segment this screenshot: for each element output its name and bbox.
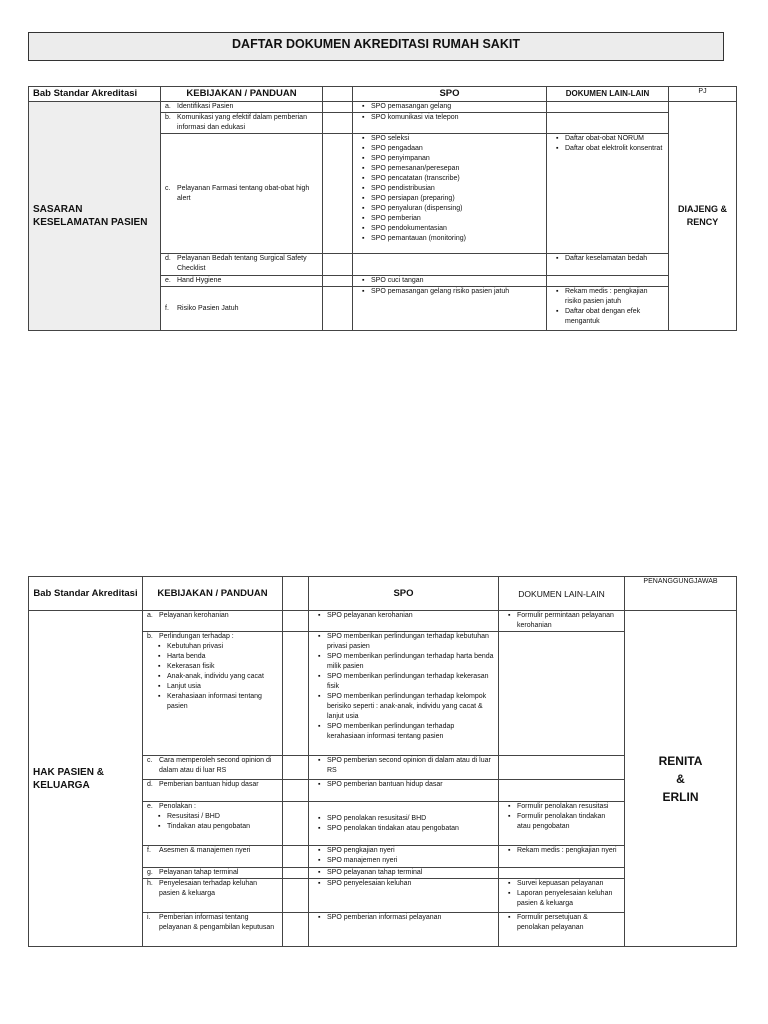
kebijakan-item: [147, 780, 278, 790]
spo-list: [313, 879, 494, 889]
kebijakan-text: Pelayanan tahap terminal: [159, 869, 239, 876]
item-letter: f.: [147, 847, 151, 854]
sub-point-list: [147, 642, 278, 712]
dokumen-item: ▪ Formulir persetujuan & penolakan pelayanan: [517, 913, 620, 933]
dokumen-cell: [499, 611, 625, 632]
spo-cell: [353, 254, 547, 276]
spo-cell: [309, 846, 499, 868]
document-title: DAFTAR DOKUMEN AKREDITASI RUMAH SAKIT: [28, 32, 724, 61]
spo-item: ▪ SPO pemesanan/peresepan: [371, 164, 542, 174]
spo-list: [313, 756, 494, 776]
dokumen-item: ▪ Daftar keselamatan bedah: [565, 254, 664, 264]
kebijakan-cell: [161, 276, 323, 287]
dokumen-item: ▪ Daftar obat-obat NORUM: [565, 134, 664, 144]
spo-item: ▪ SPO pelayanan kerohanian: [327, 611, 494, 621]
blank-cell: [323, 287, 353, 331]
blank-cell: [323, 113, 353, 134]
dokumen-cell: [547, 134, 669, 254]
kebijakan-item: [165, 102, 318, 112]
item-letter: c.: [165, 184, 171, 192]
dokumen-list: [503, 913, 620, 933]
kebijakan-item: [147, 879, 278, 899]
spo-item: ▪ SPO pencatatan (transcribe): [371, 174, 542, 184]
kebijakan-item: [165, 254, 318, 274]
kebijakan-cell: [143, 879, 283, 913]
blank-cell: [283, 780, 309, 802]
sub-point-list: [147, 812, 278, 832]
kebijakan-item: [147, 846, 278, 856]
dokumen-cell: [547, 113, 669, 134]
spo-cell: [309, 611, 499, 632]
spo-list: [313, 611, 494, 621]
spo-list: [357, 113, 542, 123]
blank-cell: [283, 756, 309, 780]
spo-item: ▪ SPO persiapan (preparing): [371, 194, 542, 204]
dokumen-list: [503, 846, 620, 856]
kebijakan-item: [147, 756, 278, 776]
kebijakan-cell: [143, 756, 283, 780]
dokumen-list: [551, 134, 664, 154]
spo-list: [357, 287, 542, 297]
dokumen-list: [503, 611, 620, 631]
kebijakan-text: Pemberian bantuan hidup dasar: [159, 781, 259, 788]
kebijakan-text: Pelayanan Bedah tentang Surgical Safety Checklist: [177, 255, 307, 272]
dokumen-cell: [547, 287, 669, 331]
header-blank: [323, 87, 353, 102]
kebijakan-cell: [143, 632, 283, 756]
table-row: [29, 102, 737, 113]
spo-item: ▪ SPO pendistribusian: [371, 184, 542, 194]
spo-item: ▪ SPO seleksi: [371, 134, 542, 144]
bab-cell: HAK PASIEN & KELUARGA: [29, 611, 143, 947]
dokumen-cell: [547, 254, 669, 276]
kebijakan-text: Risiko Pasien Jatuh: [177, 304, 239, 312]
pj-name: ERLIN: [662, 789, 699, 804]
kebijakan-text: Cara memperoleh second opinion di dalam atau di luar RS: [159, 757, 272, 774]
table-hak-pasien: [28, 576, 737, 947]
header-dokumen: DOKUMEN LAIN-LAIN: [547, 87, 669, 102]
item-letter: h.: [147, 880, 153, 887]
spo-cell: [309, 913, 499, 947]
spo-item: ▪ SPO pemasangan gelang: [371, 102, 542, 112]
blank-cell: [283, 879, 309, 913]
blank-cell: [283, 868, 309, 879]
kebijakan-text: Pemberian informasi tentang pelayanan & pengambilan keputusan: [159, 914, 275, 931]
dokumen-item: ▪ Daftar obat dengan efek mengantuk: [565, 307, 664, 327]
spo-cell: [353, 287, 547, 331]
spo-list: [357, 134, 542, 244]
spo-item: ▪ SPO memberikan perlindungan terhadap kerahasiaan informasi tentang pasien: [327, 722, 494, 742]
dokumen-cell: [499, 913, 625, 947]
spo-cell: [309, 756, 499, 780]
pj-cell: DIAJENG & RENCY: [669, 102, 737, 331]
dokumen-list: [503, 802, 620, 832]
kebijakan-item: [165, 184, 318, 204]
kebijakan-item: [147, 913, 278, 933]
dokumen-item: ▪ Formulir penolakan resusitasi: [517, 802, 620, 812]
spo-list: [313, 913, 494, 923]
dokumen-item: ▪ Formulir permintaan pelayanan kerohanian: [517, 611, 620, 631]
kebijakan-cell: [161, 113, 323, 134]
spo-cell: [309, 802, 499, 846]
sub-point-item: ▪ Resusitasi / BHD: [167, 812, 278, 822]
kebijakan-text: Penyelesaian terhadap keluhan pasien & keluarga: [159, 880, 258, 897]
dokumen-item: ▪ Daftar obat elektrolit konsentrat: [565, 144, 664, 154]
dokumen-cell: [547, 276, 669, 287]
blank-cell: [283, 846, 309, 868]
item-letter: d.: [147, 781, 153, 788]
spo-item: ▪ SPO penyaluran (dispensing): [371, 204, 542, 214]
spo-item: ▪ SPO manajemen nyeri: [327, 856, 494, 866]
dokumen-item: ▪ Rekam medis : pengkajian risiko pasien jatuh: [565, 287, 664, 307]
blank-cell: [323, 134, 353, 254]
bab-cell: SASARAN KESELAMATAN PASIEN: [29, 102, 161, 331]
kebijakan-item: [165, 276, 318, 286]
sub-point-item: ▪ Lanjut usia: [167, 682, 278, 692]
dokumen-item: ▪ Survei kepuasan pelayanan: [517, 879, 620, 889]
dokumen-cell: [547, 102, 669, 113]
sub-point-item: ▪ Kekerasan fisik: [167, 662, 278, 672]
spo-item: ▪ SPO penolakan resusitasi/ BHD: [327, 814, 494, 824]
blank-cell: [283, 611, 309, 632]
spo-cell: [309, 780, 499, 802]
spo-cell: [353, 102, 547, 113]
spo-cell: [309, 879, 499, 913]
kebijakan-text: Pelayanan kerohanian: [159, 612, 229, 619]
kebijakan-cell: [161, 254, 323, 276]
spo-item: ▪ SPO memberikan perlindungan terhadap kebutuhan privasi pasien: [327, 632, 494, 652]
blank-cell: [323, 102, 353, 113]
dokumen-item: ▪ Rekam medis : pengkajian nyeri: [517, 846, 620, 856]
spo-item: ▪ SPO memberikan perlindungan terhadap harta benda milik pasien: [327, 652, 494, 672]
dokumen-item: ▪ Formulir penolakan tindakan atau pengobatan: [517, 812, 620, 832]
sub-point-item: ▪ Kebutuhan privasi: [167, 642, 278, 652]
spo-list: [357, 102, 542, 112]
table-sasaran-keselamatan: [28, 86, 737, 331]
dokumen-cell: [499, 780, 625, 802]
header-spo: SPO: [309, 577, 499, 611]
header-pj: PJ: [669, 87, 737, 102]
spo-item: ▪ SPO pemasangan gelang risiko pasien jatuh: [371, 287, 542, 297]
dokumen-cell: [499, 802, 625, 846]
header-bab: Bab Standar Akreditasi: [29, 577, 143, 611]
spo-list: [313, 868, 494, 878]
spo-item: ▪ SPO pemberian second opinion di dalam atau di luar RS: [327, 756, 494, 776]
kebijakan-text: Asesmen & manajemen nyeri: [159, 847, 251, 854]
spo-item: ▪ SPO memberikan perlindungan terhadap kekerasan fisik: [327, 672, 494, 692]
spo-item: ▪ SPO pemantauan (monitoring): [371, 234, 542, 244]
kebijakan-item: [147, 632, 278, 642]
blank-cell: [323, 276, 353, 287]
spo-item: ▪ SPO pengadaan: [371, 144, 542, 154]
kebijakan-item: [147, 802, 278, 812]
kebijakan-cell: [143, 780, 283, 802]
dokumen-cell: [499, 846, 625, 868]
item-letter: a.: [165, 103, 171, 110]
header-kebijakan: KEBIJAKAN / PANDUAN: [143, 577, 283, 611]
kebijakan-cell: [161, 134, 323, 254]
dokumen-list: [551, 287, 664, 327]
spo-item: ▪ SPO komunikasi via telepon: [371, 113, 542, 123]
spo-cell: [309, 632, 499, 756]
pj-name: &: [676, 771, 685, 786]
item-letter: d.: [165, 255, 171, 262]
spo-item: ▪ SPO penolakan tindakan atau pengobatan: [327, 824, 494, 834]
kebijakan-cell: [143, 846, 283, 868]
kebijakan-cell: [143, 802, 283, 846]
kebijakan-text: Identifikasi Pasien: [177, 103, 234, 110]
spo-item: ▪ SPO cuci tangan: [371, 276, 542, 286]
kebijakan-item: [147, 611, 278, 621]
dokumen-list: [551, 254, 664, 264]
item-letter: b.: [165, 114, 171, 121]
header-spo: SPO: [353, 87, 547, 102]
spo-item: ▪ SPO pelayanan tahap terminal: [327, 868, 494, 878]
item-letter: a.: [147, 612, 153, 619]
spo-item: ▪ SPO pemberian: [371, 214, 542, 224]
kebijakan-item: [165, 113, 318, 133]
spo-list: [313, 632, 494, 742]
dokumen-item: ▪ Laporan penyelesaian keluhan pasien & keluarga: [517, 889, 620, 909]
dokumen-cell: [499, 632, 625, 756]
item-letter: b.: [147, 633, 153, 640]
kebijakan-text: Hand Hygiene: [177, 277, 222, 284]
kebijakan-cell: [143, 868, 283, 879]
kebijakan-item: [147, 868, 278, 878]
kebijakan-text: Perlindungan terhadap :: [159, 633, 234, 640]
spo-item: ▪ SPO penyelesaian keluhan: [327, 879, 494, 889]
kebijakan-text: Komunikasi yang efektif dalam pemberian informasi dan edukasi: [177, 114, 307, 131]
spo-cell: [353, 113, 547, 134]
item-letter: g.: [147, 869, 153, 876]
kebijakan-cell: [143, 913, 283, 947]
header-dokumen: DOKUMEN LAIN-LAIN: [499, 577, 625, 611]
spo-cell: [309, 868, 499, 879]
dokumen-cell: [499, 879, 625, 913]
spo-cell: [353, 134, 547, 254]
kebijakan-cell: [161, 287, 323, 331]
header-bab: Bab Standar Akreditasi: [29, 87, 161, 102]
spo-item: ▪ SPO penyimpanan: [371, 154, 542, 164]
item-letter: f.: [165, 304, 169, 312]
kebijakan-text: Pelayanan Farmasi tentang obat-obat high alert: [177, 184, 310, 202]
kebijakan-text: Penolakan :: [159, 803, 196, 810]
spo-list: [313, 780, 494, 790]
spo-item: ▪ SPO pengkajian nyeri: [327, 846, 494, 856]
header-pj: PENANGGUNGJAWAB: [625, 577, 737, 611]
header-kebijakan: KEBIJAKAN / PANDUAN: [161, 87, 323, 102]
blank-cell: [283, 913, 309, 947]
spo-cell: [353, 276, 547, 287]
spo-list: [313, 846, 494, 866]
item-letter: c.: [147, 757, 153, 764]
kebijakan-item: [165, 304, 318, 314]
spo-item: ▪ SPO pendokumentasian: [371, 224, 542, 234]
spo-item: ▪ SPO pemberian bantuan hidup dasar: [327, 780, 494, 790]
spo-list: [357, 276, 542, 286]
dokumen-cell: [499, 868, 625, 879]
kebijakan-cell: [161, 102, 323, 113]
spo-item: ▪ SPO pemberian informasi pelayanan: [327, 913, 494, 923]
header-blank: [283, 577, 309, 611]
blank-cell: [323, 254, 353, 276]
item-letter: e.: [147, 803, 153, 810]
table-row: [29, 611, 737, 632]
item-letter: i.: [147, 914, 151, 921]
kebijakan-cell: [143, 611, 283, 632]
blank-cell: [283, 632, 309, 756]
item-letter: e.: [165, 277, 171, 284]
sub-point-item: ▪ Tindakan atau pengobatan: [167, 822, 278, 832]
blank-cell: [283, 802, 309, 846]
dokumen-cell: [499, 756, 625, 780]
spo-item: ▪ SPO memberikan perlindungan terhadap kelompok berisiko seperti : anak-anak, individu yang cacat & lanjut usia: [327, 692, 494, 722]
sub-point-item: ▪ Harta benda: [167, 652, 278, 662]
pj-cell: [625, 611, 737, 947]
sub-point-item: ▪ Kerahasiaan informasi tentang pasien: [167, 692, 278, 712]
pj-name: RENITA: [658, 753, 703, 768]
spo-list: [313, 814, 494, 834]
sub-point-item: ▪ Anak-anak, individu yang cacat: [167, 672, 278, 682]
dokumen-list: [503, 879, 620, 909]
